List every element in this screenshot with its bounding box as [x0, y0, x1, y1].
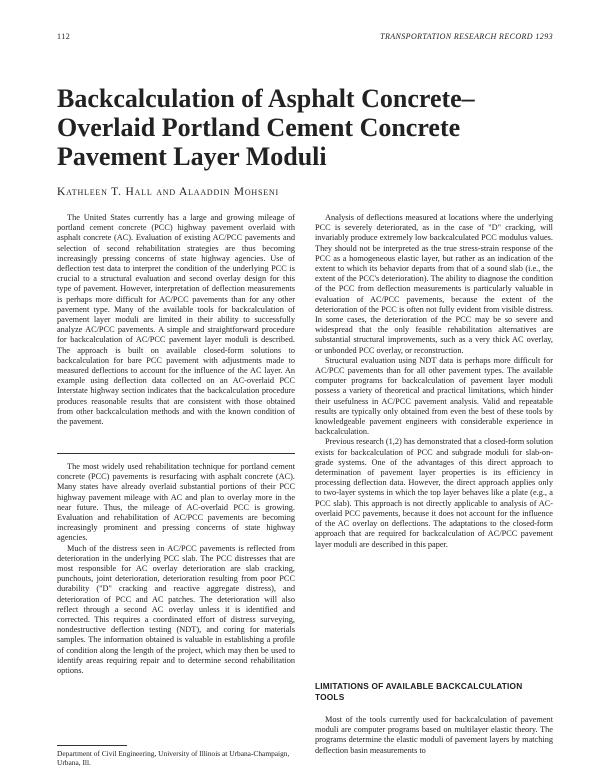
running-header [57, 32, 553, 44]
body-column-left [57, 462, 295, 676]
page-number: 112 [57, 32, 71, 41]
body-paragraph: Structural evaluation using NDT data is perhaps more difficult for AC/PCC pavements than for all other pavement types. The available computer programs for backcalculation of pavement layer moduli possess a variety of theoretical and practical limitations, which hinder their usefulness in AC/PCC pavement analysis. Valid and repeatable results are typically only obtained from even the best of these tools by knowledgeable pavement engineers with considerable experience in backcalculation. [315, 355, 553, 437]
footnote-divider [57, 745, 127, 746]
body-paragraph: Previous research (1,2) has demonstrated that a closed-form solution exists for backcalculation of PCC and subgrade moduli for slab-on-grade systems. One of the advantages of this direct approach to determination of pavement layer properties is its efficiency in processing deflection data. However, the direct approach applies only to two-layer systems in which the top layer behaves like a plate (e.g., a PCC slab). This approach is not directly applicable to analysis of AC-overlaid PCC pavements, because it does not account for the influence of the AC overlay on deflections. The adaptations to the closed-form approach that are required for backcalculation of AC/PCC pavement layer moduli are described in this paper. [315, 437, 553, 549]
body-column-right [315, 213, 553, 550]
journal-title: TRANSPORTATION RESEARCH RECORD 1293 [380, 32, 553, 41]
title-line: Pavement Layer Moduli [57, 142, 327, 171]
body-paragraph: Analysis of deflections measured at locations where the underlying PCC is severely deteriorated, as in the case of "D" cracking, will invariably produce extremely low backcalculated PCC modulus values. They should not be interpreted as the true stress-strain response of the PCC as a homogeneous elastic layer, but rather as an indication of the extent to which its behavior departs from that of a sound slab (i.e., the extent of the PCC's deterioration). The ability to diagnose the condition of the PCC from deflection measurements is particularly valuable in evaluation of AC/PCC pavements, because the extent of the deterioration of the PCC is often not fully evident from visible distress. In some cases, the deterioration of the PCC may be so severe and widespread that the only feasible rehabilitation alternatives are substantial structural improvements, such as a very thick AC overlay, or unbonded PCC overlay, or reconstruction. [315, 213, 553, 355]
body-paragraph: The most widely used rehabilitation technique for portland cement concrete (PCC) pavements is resurfacing with asphalt concrete (AC). Many states have already overlaid substantial portions of their PCC highway pavement mileage with AC and plan to overlay more in the near future. Thus, the mileage of AC-overlaid PCC is growing. Evaluation and rehabilitation of AC/PCC pavements are becoming increasingly prominent and pressing concerns of state highway agencies. [57, 462, 295, 543]
abstract-divider [57, 453, 295, 454]
section-heading: LIMITATIONS OF AVAILABLE BACKCALCULATION TOOLS [315, 681, 523, 702]
abstract [57, 213, 295, 427]
title-line: Backcalculation of Asphalt Concrete– [57, 84, 475, 113]
paper-title [57, 84, 517, 171]
author-names: Kathleen T. Hall and Alaaddin Mohseni [57, 186, 279, 198]
body-paragraph: Most of the tools currently used for backcalculation of pavement moduli are computer programs based on multilayer elastic theory. The programs determine the elastic moduli of pavement layers by matching deflection basin measurements to [315, 715, 553, 755]
author-affiliation-footnote: Department of Civil Engineering, University of Illinois at Urbana-Champaign, Urbana, Ill. [57, 749, 290, 767]
body-paragraph: Much of the distress seen in AC/PCC pavements is reflected from deterioration in the underlying PCC slab. The PCC distresses that are most responsible for AC overlay deterioration are slab cracking, punchouts, joint deterioration, deterioration resulting from poor PCC durability ("D" cracking and reactive aggregate distress), and deterioration of PCC and AC patches. The deterioration will also reflect through a second AC overlay unless it is identified and corrected. This requires a coordinated effort of distress surveying, nondestructive deflection testing (NDT), and coring for materials samples. The information obtained is valuable in establishing a profile of condition along the length of the project, which may then be used to identify areas requiring repair and to determine second rehabilitation options. [57, 543, 295, 676]
section-body [315, 715, 553, 756]
abstract-text: The United States currently has a large and growing mileage of portland cement concrete (PCC) highway pavement overlaid with asphalt concrete (AC). Evaluation of existing AC/PCC pavements and selection of second rehabilitation strategies are thus becoming increasingly pressing concerns of state highway agencies. Use of deflection test data to interpret the condition of the underlying PCC is crucial to a structural evaluation and second overlay design for this type of pavement. However, interpretation of deflection measurements is perhaps more difficult for AC/PCC pavements than for any other pavement type. Many of the available tools for backcalculation of pavement layer moduli are limited in their ability to successfully analyze AC/PCC pavements. A simple and straightforward procedure for backcalculation of AC/PCC pavement layer moduli is described. The approach is built on available closed-form solutions to backcalculation for bare PCC pavement with adjustments made to measured deflections to account for the influence of the AC layer. An example using deflection data collected on an AC-overlaid PCC Interstate highway section indicates that the backcalculation procedure produces reasonable results that are consistent with those obtained from other backcalculation methods and with the known condition of the pavement. [57, 213, 295, 427]
title-line: Overlaid Portland Cement Concrete [57, 113, 461, 142]
